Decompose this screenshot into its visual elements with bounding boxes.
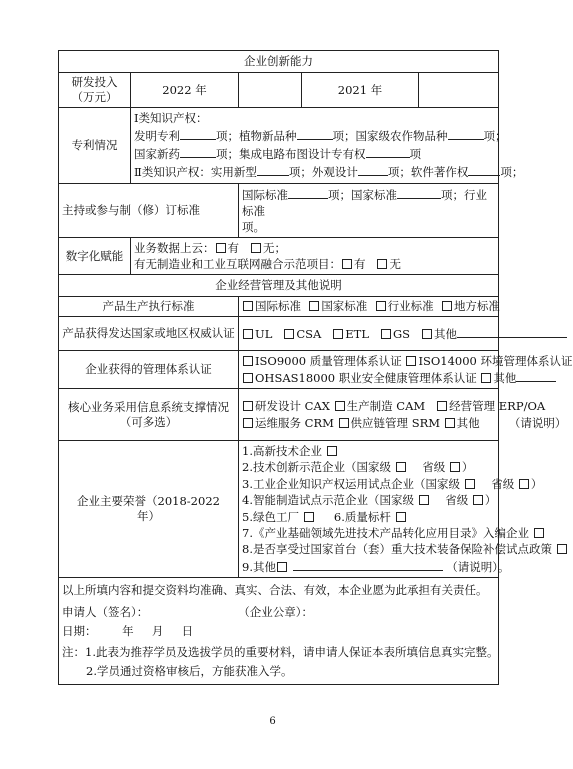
- digital-demo-label: 有无制造业和工业互联网融合示范项目：: [134, 257, 341, 271]
- patent-utility-label: Ⅱ类知识产权：实用新型: [134, 165, 257, 179]
- page-number: 6: [269, 716, 276, 727]
- digital-cloud-yes-label: 有: [227, 241, 239, 255]
- digital-cloud-label: 业务数据上云：: [134, 241, 215, 255]
- standards-intl-field[interactable]: [288, 186, 328, 199]
- cert-gs-label: GS: [392, 327, 411, 341]
- it-cax-checkbox[interactable]: [243, 401, 253, 411]
- patent-ic-unit: 项: [409, 147, 421, 161]
- rd-year-2021: 2021 年: [302, 73, 419, 107]
- patent-crop-unit: 项；: [483, 129, 507, 143]
- honor-smart-close: ）: [484, 493, 497, 508]
- cert-csa-label: CSA: [296, 327, 322, 341]
- patent-ic-field[interactable]: [366, 145, 410, 158]
- honor-smart-national-checkbox[interactable]: [419, 495, 429, 505]
- mgmt-other-checkbox[interactable]: [481, 373, 491, 383]
- cert-ul-label: UL: [255, 327, 273, 341]
- patent-invention-field[interactable]: [180, 127, 216, 140]
- mgmt-iso9000-checkbox[interactable]: [243, 356, 253, 366]
- exec-intl-checkbox[interactable]: [243, 301, 253, 311]
- rd-year-2022: 2022 年: [131, 73, 239, 108]
- applicant-signature-label: 申请人（签名）：: [62, 605, 149, 620]
- honor-innovation-close: ）: [461, 460, 474, 475]
- mgmt-label: 企业获得的管理体系认证: [59, 351, 239, 389]
- standards-national-field[interactable]: [397, 186, 441, 199]
- honor-other-checkbox[interactable]: [277, 562, 287, 572]
- patent-plant-label: 项；植物新品种: [216, 129, 297, 143]
- rd-value-2021[interactable]: [419, 73, 499, 107]
- it-note: （请说明）: [508, 415, 567, 430]
- it-other-checkbox[interactable]: [445, 418, 455, 428]
- application-form: [58, 50, 573, 685]
- cert-other-field[interactable]: [457, 325, 567, 338]
- honor-innovation-label: 2.技术创新示范企业（国家级: [242, 460, 391, 475]
- section-title-innovation: 企业创新能力: [59, 51, 499, 73]
- mgmt-iso14000-label: ISO14000 环境管理体系认证: [418, 354, 573, 368]
- patent-drug-field[interactable]: [180, 145, 216, 158]
- exec-industry-label: 行业标准: [387, 299, 434, 313]
- note-1: 注：1.此表为推荐学员及选拔学员的重要材料，请申请人保证本表所填信息真实完整。: [62, 645, 499, 660]
- date-year-label: 年: [122, 624, 134, 639]
- it-crm-checkbox[interactable]: [243, 418, 253, 428]
- form-table: [58, 50, 573, 685]
- standards-unit: 项。: [242, 220, 265, 234]
- honor-other-field[interactable]: [293, 558, 443, 571]
- date-month-label: 月: [151, 624, 164, 639]
- it-label: 核心业务采用信息系统支撑情况（可多选）: [59, 389, 239, 441]
- patent-cat1-title: Ⅰ类知识产权：: [134, 111, 208, 125]
- digital-demo-yes-label: 有: [354, 257, 366, 271]
- honor-quality-label: 6.质量标杆: [333, 509, 391, 524]
- honor-catalog-label: 7.《产业基础领域先进技术产品转化应用目录》入编企业: [242, 526, 529, 541]
- exec-standard-label: 产品生产执行标准: [59, 297, 239, 317]
- honor-insurance-checkbox[interactable]: [557, 544, 567, 554]
- honor-green-checkbox[interactable]: [304, 512, 314, 522]
- it-erp-label: 经营管理 ERP/OA: [449, 398, 546, 413]
- honor-quality-checkbox[interactable]: [396, 512, 406, 522]
- honor-innovation-provincial-checkbox[interactable]: [450, 462, 460, 472]
- cert-other-checkbox[interactable]: [422, 329, 432, 339]
- honor-hightech-label: 1.高新技术企业: [242, 444, 322, 458]
- digital-demo-yes-checkbox[interactable]: [342, 259, 352, 269]
- standards-industry-label: 项；行业标准: [242, 188, 487, 218]
- exec-local-checkbox[interactable]: [442, 301, 452, 311]
- company-seal-label: （企业公章）：: [238, 605, 313, 620]
- standards-national-label: 项；国家标准: [328, 188, 397, 202]
- patent-software-field[interactable]: [468, 163, 500, 176]
- patent-drug-label: 国家新药: [134, 147, 180, 161]
- honor-smart-provincial-label: 省级: [445, 493, 469, 508]
- honor-ip-national-checkbox[interactable]: [465, 479, 475, 489]
- declaration-text: 以上所填内容和提交资料均准确、真实、合法、有效，本企业愿为此承担有关责任。: [62, 583, 488, 598]
- exec-intl-label: 国际标准: [255, 299, 301, 313]
- standards-intl-label: 国际标准: [242, 188, 288, 202]
- it-other-label: 其他: [456, 415, 480, 430]
- exec-national-checkbox[interactable]: [309, 301, 319, 311]
- honor-green-label: 5.绿色工厂: [242, 509, 299, 524]
- it-srm-label: 供应链管理 SRM: [350, 415, 441, 430]
- patent-invention-label: 发明专利: [134, 129, 180, 143]
- patent-crop-label: 项；国家级农作物品种: [332, 129, 448, 143]
- honor-insurance-label: 8.是否享受过国家首台（套）重大技术装备保险补偿试点政策: [242, 542, 552, 557]
- honor-hightech-checkbox[interactable]: [327, 446, 337, 456]
- digital-cloud-no-label: 无；: [262, 241, 286, 255]
- honor-other-note: （请说明）。: [446, 559, 510, 574]
- honor-ip-label: 3.工业企业知识产权运用试点企业（国家级: [242, 476, 460, 491]
- honor-smart-provincial-checkbox[interactable]: [473, 495, 483, 505]
- patent-crop-field[interactable]: [448, 127, 484, 140]
- mgmt-iso14000-checkbox[interactable]: [406, 356, 416, 366]
- honors-label: 企业主要荣誉（2018-2022 年）: [59, 441, 239, 578]
- mgmt-iso9000-label: ISO9000 质量管理体系认证: [255, 354, 402, 368]
- mgmt-other-field[interactable]: [516, 369, 556, 382]
- honor-ip-close: ）: [530, 476, 543, 491]
- honor-other-label: 9.其他: [242, 559, 276, 574]
- standards-label: 主持或参与制（修）订标准: [59, 184, 239, 238]
- section-title-management: 企业经营管理及其他说明: [59, 275, 499, 297]
- cert-csa-checkbox[interactable]: [284, 329, 294, 339]
- patent-software-label: 项；软件著作权: [387, 165, 469, 179]
- digital-label: 数字化赋能: [59, 238, 131, 275]
- digital-demo-no-label: 无: [389, 257, 401, 271]
- cert-ul-checkbox[interactable]: [243, 329, 253, 339]
- digital-cloud-no-checkbox[interactable]: [251, 243, 261, 253]
- honor-innovation-national-checkbox[interactable]: [396, 462, 406, 472]
- it-srm-checkbox[interactable]: [339, 418, 349, 428]
- rd-label: 研发投入（万元）: [59, 73, 131, 108]
- rd-value-2022[interactable]: [239, 73, 302, 108]
- date-label: 日期：: [62, 624, 97, 639]
- date-day-label: 日: [181, 624, 194, 639]
- mgmt-ohsas-checkbox[interactable]: [243, 373, 253, 383]
- patent-software-unit: 项；: [500, 165, 524, 179]
- mgmt-other-label: 其他: [493, 371, 517, 385]
- it-cax-label: 研发设计 CAX: [255, 398, 330, 413]
- cert-other-label: 其他: [433, 327, 457, 341]
- honor-ip-provincial-label: 省级: [491, 476, 515, 491]
- it-crm-label: 运维服务 CRM: [255, 415, 334, 430]
- digital-demo-no-checkbox[interactable]: [377, 259, 387, 269]
- note-2: 2.学员通过资格审核后，方能获准入学。: [86, 664, 293, 679]
- exec-industry-checkbox[interactable]: [376, 301, 386, 311]
- honor-smart-label: 4.智能制造试点示范企业（国家级: [242, 493, 414, 508]
- patent-design-field[interactable]: [358, 163, 388, 176]
- cert-gs-checkbox[interactable]: [381, 329, 391, 339]
- patent-label: 专利情况: [59, 108, 131, 184]
- cert-etl-checkbox[interactable]: [333, 329, 343, 339]
- cert-etl-label: ETL: [345, 327, 369, 341]
- it-cam-label: 生产制造 CAM: [346, 398, 426, 413]
- exec-local-label: 地方标准: [453, 299, 500, 313]
- honor-innovation-provincial-label: 省级: [422, 460, 446, 475]
- digital-cloud-yes-checkbox[interactable]: [216, 243, 226, 253]
- honor-catalog-checkbox[interactable]: [534, 528, 544, 538]
- patent-plant-field[interactable]: [297, 127, 333, 140]
- honor-ip-provincial-checkbox[interactable]: [519, 479, 529, 489]
- cert-label: 产品获得发达国家或地区权威认证: [59, 317, 239, 351]
- patent-design-label: 项；外观设计: [288, 165, 358, 179]
- exec-national-label: 国家标准: [321, 299, 368, 313]
- mgmt-ohsas-label: OHSAS18000 职业安全健康管理体系认证: [255, 371, 477, 385]
- it-cam-checkbox[interactable]: [335, 401, 345, 411]
- it-erp-checkbox[interactable]: [437, 401, 447, 411]
- patent-ic-label: 项；集成电路布图设计专有权: [216, 147, 366, 161]
- patent-utility-field[interactable]: [257, 163, 289, 176]
